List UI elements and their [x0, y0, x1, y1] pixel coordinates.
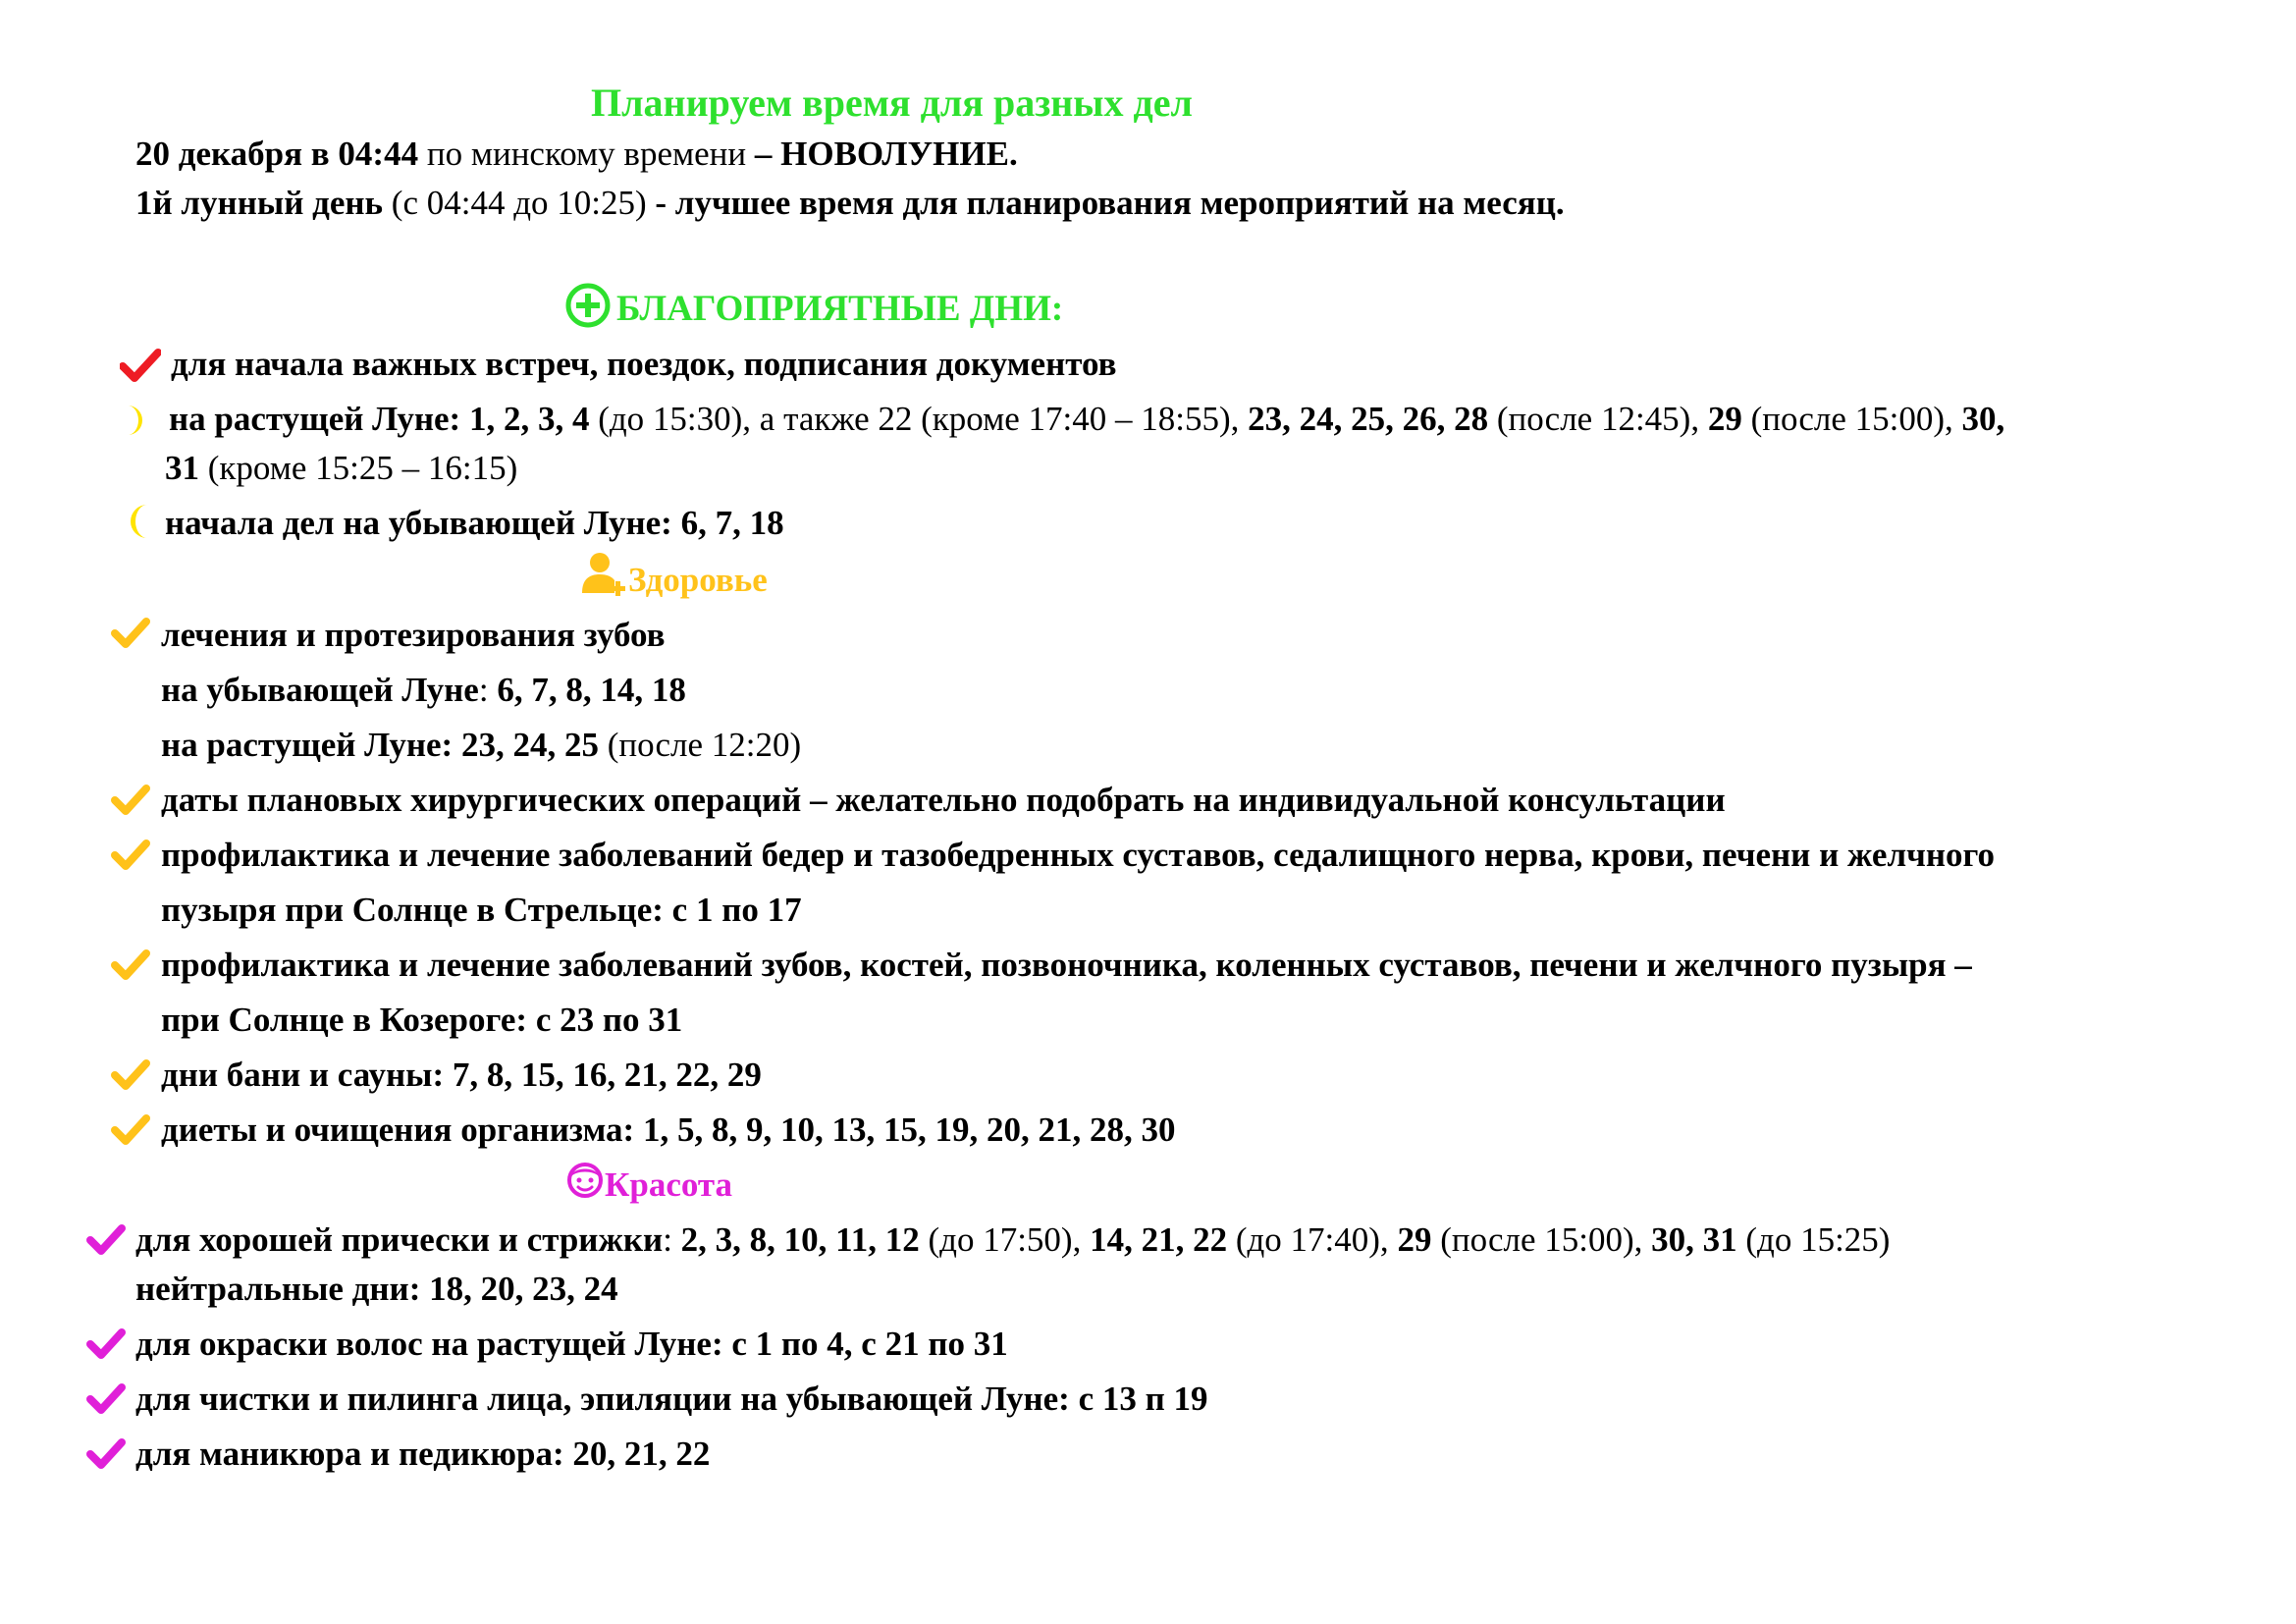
first-day-desc: - лучшее время для планирования мероприятий на месяц. — [655, 184, 1565, 222]
health-bath: дни бани и сауны: 7, 8, 15, 16, 21, 22, 29 — [161, 1056, 762, 1094]
teeth-waning-colon: : — [478, 671, 498, 709]
check-icon — [86, 1382, 126, 1416]
first-lunar-day-line — [135, 183, 1565, 224]
hair-note-b: (до 17:40), — [1227, 1220, 1398, 1259]
beauty-manicure: для маникюра и педикюра: 20, 21, 22 — [135, 1435, 711, 1473]
check-icon — [86, 1223, 126, 1257]
health-surgery: даты плановых хирургических операций – желательно подобрать на индивидуальной консультации — [161, 781, 1726, 819]
waxing-note-d: (кроме 15:25 – 16:15) — [199, 449, 518, 487]
hair-colon: : — [663, 1220, 681, 1259]
plus-circle-icon — [564, 282, 612, 329]
hair-note-c: (после 15:00), — [1431, 1220, 1652, 1259]
waxing-days-d: 30, — [1961, 400, 2005, 438]
favorable-waxing-line — [169, 399, 2004, 440]
health-capricorn-1: профилактика и лечение заболеваний зубов, костей, позвоночника, коленных суставов, печени и желчного пузыря – — [161, 946, 1972, 984]
check-icon — [111, 1058, 150, 1092]
favorable-days-heading: БЛАГОПРИЯТНЫЕ ДНИ: — [616, 289, 1064, 329]
check-icon — [120, 349, 161, 382]
waxing-note-a: (до 15:30), а также 22 (кроме 17:40 – 18:55), — [589, 400, 1249, 438]
teeth-waning-days: 6, 7, 8, 14, 18 — [497, 671, 686, 709]
check-icon — [86, 1437, 126, 1471]
favorable-waxing-line-2 — [165, 448, 517, 489]
hair-days-a: 2, 3, 8, 10, 11, 12 — [680, 1220, 920, 1259]
hair-days-c: 29 — [1397, 1220, 1432, 1259]
health-teeth-waning — [161, 670, 686, 711]
teeth-waxing-note: (после 12:20) — [598, 726, 802, 764]
health-heading: Здоровье — [628, 561, 768, 599]
check-icon — [111, 784, 150, 817]
teeth-waning-label: на убывающей Луне — [161, 671, 479, 709]
waxing-days-a: на растущей Луне: 1, 2, 3, 4 — [169, 400, 590, 438]
check-icon — [111, 617, 150, 650]
hair-days-b: 14, 21, 22 — [1090, 1220, 1228, 1259]
beauty-neutral: нейтральные дни: 18, 20, 23, 24 — [135, 1270, 618, 1308]
person-plus-icon — [581, 550, 628, 597]
waxing-note-b: (после 12:45), — [1488, 400, 1708, 438]
hair-note-d: (до 15:25) — [1736, 1220, 1891, 1259]
hair-days-d: 30, 31 — [1651, 1220, 1737, 1259]
waxing-days-c: 29 — [1707, 400, 1742, 438]
favorable-waning-line: начала дел на убывающей Луне: 6, 7, 18 — [165, 504, 784, 542]
hair-note-a: (до 17:50), — [919, 1220, 1091, 1259]
check-icon — [111, 1113, 150, 1147]
beauty-face: для чистки и пилинга лица, эпиляции на убывающей Луне: с 13 п 19 — [135, 1380, 1208, 1418]
new-moon-line — [135, 134, 1018, 175]
new-moon-date: 20 декабря в 04:44 — [135, 135, 419, 173]
check-icon — [86, 1327, 126, 1361]
waning-moon-icon — [124, 503, 155, 540]
health-diet: диеты и очищения организма: 1, 5, 8, 9, 10, 13, 15, 19, 20, 21, 28, 30 — [161, 1110, 1176, 1149]
new-moon-tz: по минскому времени — [418, 135, 755, 173]
health-teeth-waxing — [161, 725, 801, 766]
waxing-days-b: 23, 24, 25, 26, 28 — [1248, 400, 1489, 438]
waxing-days-e: 31 — [165, 449, 199, 487]
health-capricorn-2: при Солнце в Козероге: с 23 по 31 — [161, 1001, 683, 1039]
page-title: Планируем время для разных дел — [591, 81, 1193, 125]
first-day-label: 1й лунный день — [135, 184, 384, 222]
beauty-coloring: для окраски волос на растущей Луне: с 1 по 4, с 21 по 31 — [135, 1325, 1008, 1363]
first-day-time: (с 04:44 до 10:25) — [383, 184, 656, 222]
health-sagittarius-2: пузыря при Солнце в Стрельце: с 1 по 17 — [161, 891, 802, 929]
teeth-waxing-days: на растущей Луне: 23, 24, 25 — [161, 726, 599, 764]
favorable-item-meetings: для начала важных встреч, поездок, подписания документов — [171, 345, 1117, 383]
waxing-moon-icon — [120, 403, 151, 438]
beauty-hair-line — [135, 1219, 1890, 1261]
face-icon — [565, 1161, 605, 1200]
hair-label: для хорошей прически и стрижки — [135, 1220, 664, 1259]
health-sagittarius-1: профилактика и лечение заболеваний бедер и тазобедренных суставов, седалищного нерва, крови, печени и желчного — [161, 836, 1996, 874]
check-icon — [111, 839, 150, 872]
check-icon — [111, 948, 150, 982]
waxing-note-c: (после 15:00), — [1741, 400, 1962, 438]
beauty-heading: Красота — [605, 1165, 733, 1204]
health-teeth: лечения и протезирования зубов — [161, 616, 666, 654]
new-moon-label: – НОВОЛУНИЕ. — [754, 135, 1018, 173]
